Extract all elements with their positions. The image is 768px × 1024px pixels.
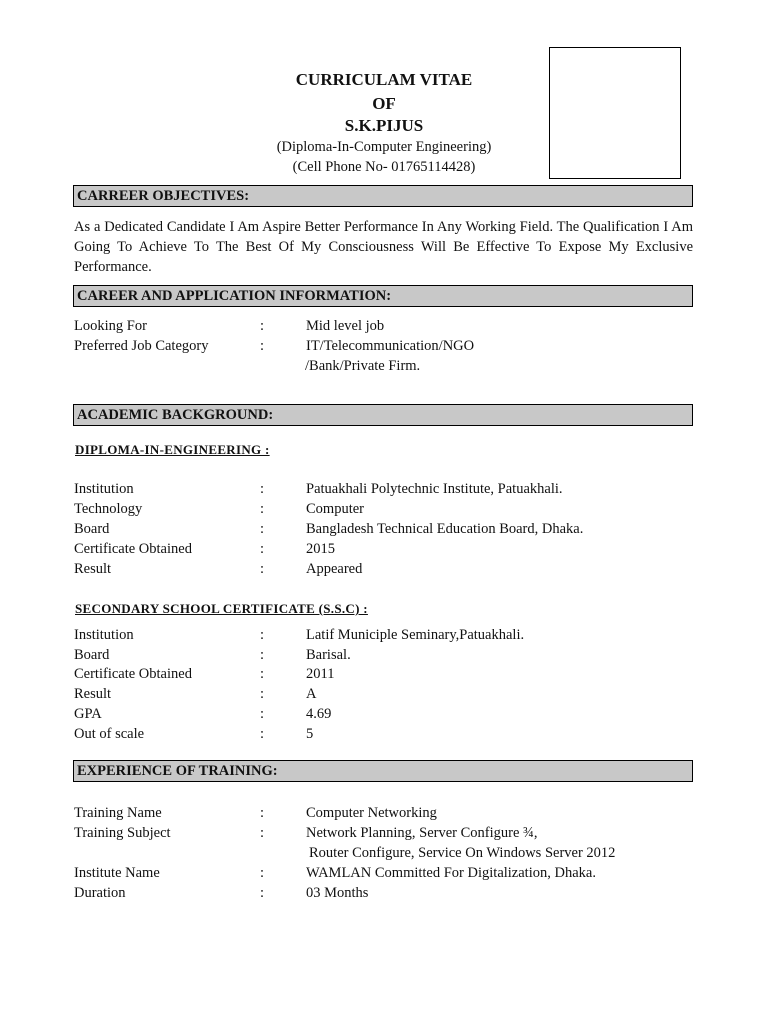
diploma-row — [74, 539, 694, 559]
row-label: Duration — [74, 885, 126, 901]
candidate-phone: (Cell Phone No- 01765114428) — [292, 159, 476, 175]
info-value-continuation: /Bank/Private Firm. — [305, 358, 421, 374]
training-row — [74, 803, 694, 823]
row-label: Result — [74, 686, 112, 702]
row-value: 2015 — [306, 541, 335, 557]
ssc-row — [74, 625, 694, 645]
row-value: 5 — [306, 726, 314, 742]
section-objectives: CARREER OBJECTIVES: — [73, 185, 693, 207]
diploma-row — [74, 519, 694, 539]
row-label: Certificate Obtained — [74, 666, 192, 682]
separator: : — [260, 825, 265, 841]
row-value: Patuakhali Polytechnic Institute, Patuakhali. — [306, 481, 563, 497]
separator: : — [260, 726, 265, 742]
row-label: Training Subject — [74, 825, 171, 841]
separator: : — [260, 865, 265, 881]
separator: : — [260, 706, 265, 722]
row-value: Barisal. — [306, 647, 351, 663]
ssc-row — [74, 645, 694, 665]
section-training: EXPERIENCE OF TRAINING: — [73, 760, 693, 782]
info-row — [74, 316, 694, 336]
row-value: 2011 — [306, 666, 335, 682]
diploma-row — [74, 499, 694, 519]
row-label: GPA — [74, 706, 102, 722]
row-label: Certificate Obtained — [74, 541, 192, 557]
title-of: OF — [372, 94, 396, 113]
row-label: Out of scale — [74, 726, 145, 742]
diploma-row — [74, 559, 694, 579]
row-value: Network Planning, Server Configure ¾, — [306, 825, 538, 841]
row-value: 03 Months — [306, 885, 369, 901]
row-value: Computer Networking — [306, 805, 437, 821]
ssc-row — [74, 664, 694, 684]
row-label: Board — [74, 521, 110, 537]
row-label: Institution — [74, 481, 134, 497]
separator: : — [260, 521, 265, 537]
info-label: Preferred Job Category — [74, 338, 209, 354]
row-value: Latif Municiple Seminary,Patuakhali. — [306, 627, 525, 643]
separator: : — [260, 805, 265, 821]
ssc-heading: SECONDARY SCHOOL CERTIFICATE (S.S.C) : — [75, 601, 368, 616]
separator: : — [260, 318, 265, 334]
row-value: Appeared — [306, 561, 363, 577]
row-label: Institution — [74, 627, 134, 643]
objective-text: As a Dedicated Candidate I Am Aspire Better Performance In Any Working Field. The Qualification I Am Going To Achieve To The Best Of My Consciousness Will Be Effective To Expose My Exclusive Performance. — [74, 219, 693, 275]
row-label: Institute Name — [74, 865, 160, 881]
row-label: Training Name — [74, 805, 162, 821]
row-value: 4.69 — [306, 706, 332, 722]
row-label: Result — [74, 561, 112, 577]
row-label: Technology — [74, 501, 143, 517]
row-value: Bangladesh Technical Education Board, Dhaka. — [306, 521, 584, 537]
training-row — [74, 883, 694, 903]
separator: : — [260, 885, 265, 901]
document-title: CURRICULAM VITAE — [295, 70, 473, 89]
training-value-continuation: Router Configure, Service On Windows Server 2012 — [309, 845, 616, 861]
separator: : — [260, 647, 265, 663]
separator: : — [260, 338, 265, 354]
row-value: WAMLAN Committed For Digitalization, Dhaka. — [306, 865, 596, 881]
separator: : — [260, 561, 265, 577]
diploma-row — [74, 479, 694, 499]
section-career-info: CAREER AND APPLICATION INFORMATION: — [73, 285, 693, 307]
separator: : — [260, 501, 265, 517]
separator: : — [260, 627, 265, 643]
row-value: Computer — [306, 501, 364, 517]
section-academic: ACADEMIC BACKGROUND: — [73, 404, 693, 426]
info-label: Looking For — [74, 318, 147, 334]
training-row — [74, 863, 694, 883]
diploma-heading: DIPLOMA-IN-ENGINEERING : — [75, 442, 270, 457]
separator: : — [260, 481, 265, 497]
info-row — [74, 336, 694, 356]
info-value: Mid level job — [306, 318, 385, 334]
separator: : — [260, 666, 265, 682]
separator: : — [260, 686, 265, 702]
ssc-row — [74, 684, 694, 704]
separator: : — [260, 541, 265, 557]
ssc-row — [74, 724, 694, 744]
training-row — [74, 823, 694, 843]
candidate-diploma: (Diploma-In-Computer Engineering) — [276, 139, 492, 155]
candidate-name: S.K.PIJUS — [344, 116, 424, 135]
ssc-row — [74, 704, 694, 724]
row-label: Board — [74, 647, 110, 663]
info-value: IT/Telecommunication/NGO — [306, 338, 475, 354]
row-value: A — [306, 686, 317, 702]
